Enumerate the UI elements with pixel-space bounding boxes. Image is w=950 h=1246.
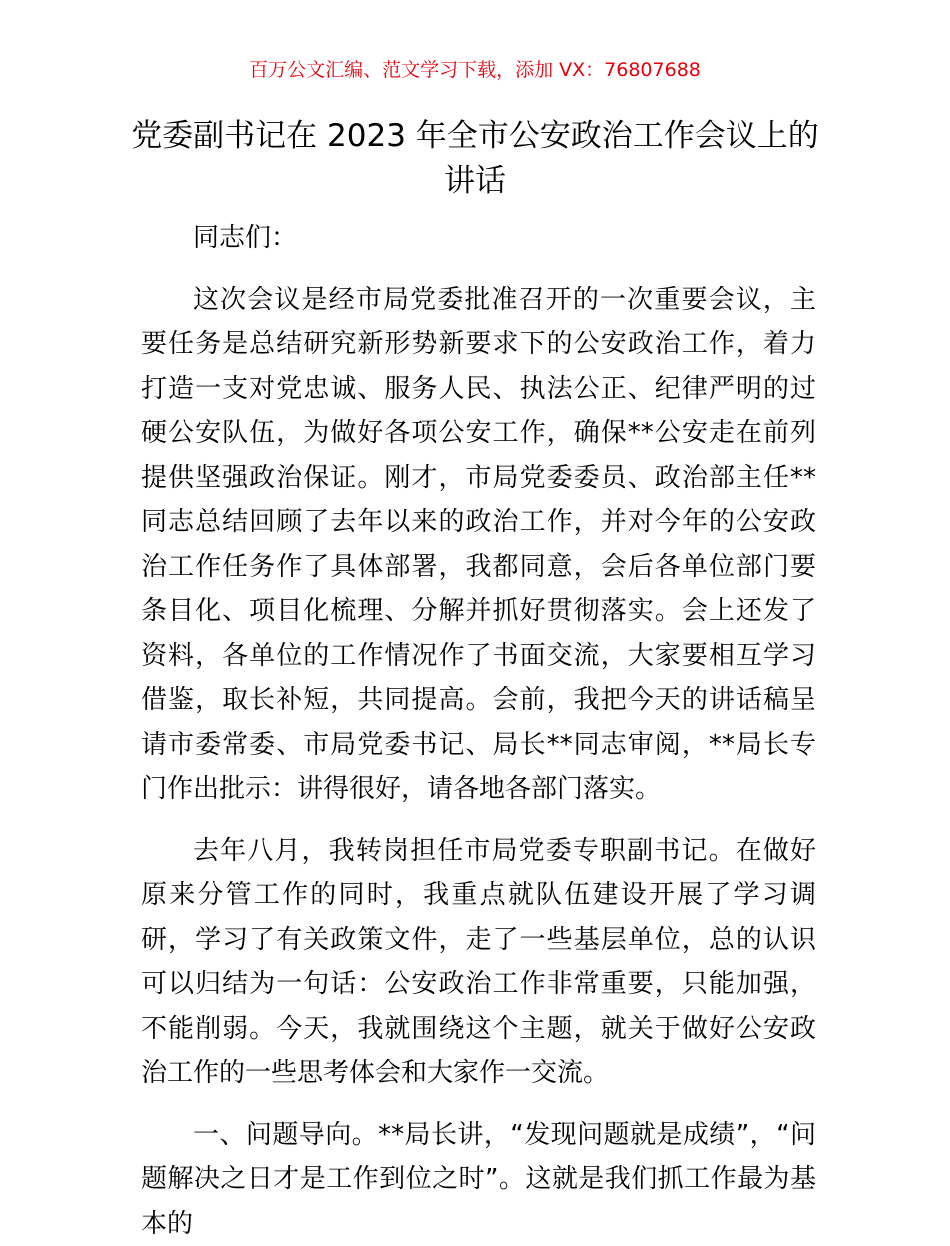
paragraph-2: 去年八月，我转岗担任市局党委专职副书记。在做好原来分管工作的同时，我重点就队伍建设开展了学习调研，学习了有关政策文件，走了一些基层单位，总的认识可以归结为一句话：公安政治工作非常重要，只能加强，不能削弱。今天，我就围绕这个主题，就关于做好公安政治工作的一些思考体会和大家作一交流。 — [141, 829, 816, 1096]
paragraph-3: 一、问题导向。**局长讲，“发现问题就是成绩”，“问题解决之日才是工作到位之时”。这就是我们抓工作最为基本的 — [141, 1113, 816, 1246]
salutation: 同志们： — [141, 216, 816, 261]
document-title: 党委副书记在 2023 年全市公安政治工作会议上的讲话 — [120, 114, 830, 204]
watermark-header: 百万公文汇编、范文学习下载，添加 VX：76807688 — [0, 56, 950, 84]
document-body — [141, 216, 816, 1246]
paragraph-1: 这次会议是经市局党委批准召开的一次重要会议，主要任务是总结研究新形势新要求下的公安政治工作，着力打造一支对党忠诚、服务人民、执法公正、纪律严明的过硬公安队伍，为做好各项公安工作，确保**公安走在前列提供坚强政治保证。刚才，市局党委委员、政治部主任**同志总结回顾了去年以来的政治工作，并对今年的公安政治工作任务作了具体部署，我都同意，会后各单位部门要条目化、项目化梳理、分解并抓好贯彻落实。会上还发了资料，各单位的工作情况作了书面交流，大家要相互学习借鉴，取长补短，共同提高。会前，我把今天的讲话稿呈请市委常委、市局党委书记、局长**同志审阅，**局长专门作出批示：讲得很好，请各地各部门落实。 — [141, 278, 816, 812]
